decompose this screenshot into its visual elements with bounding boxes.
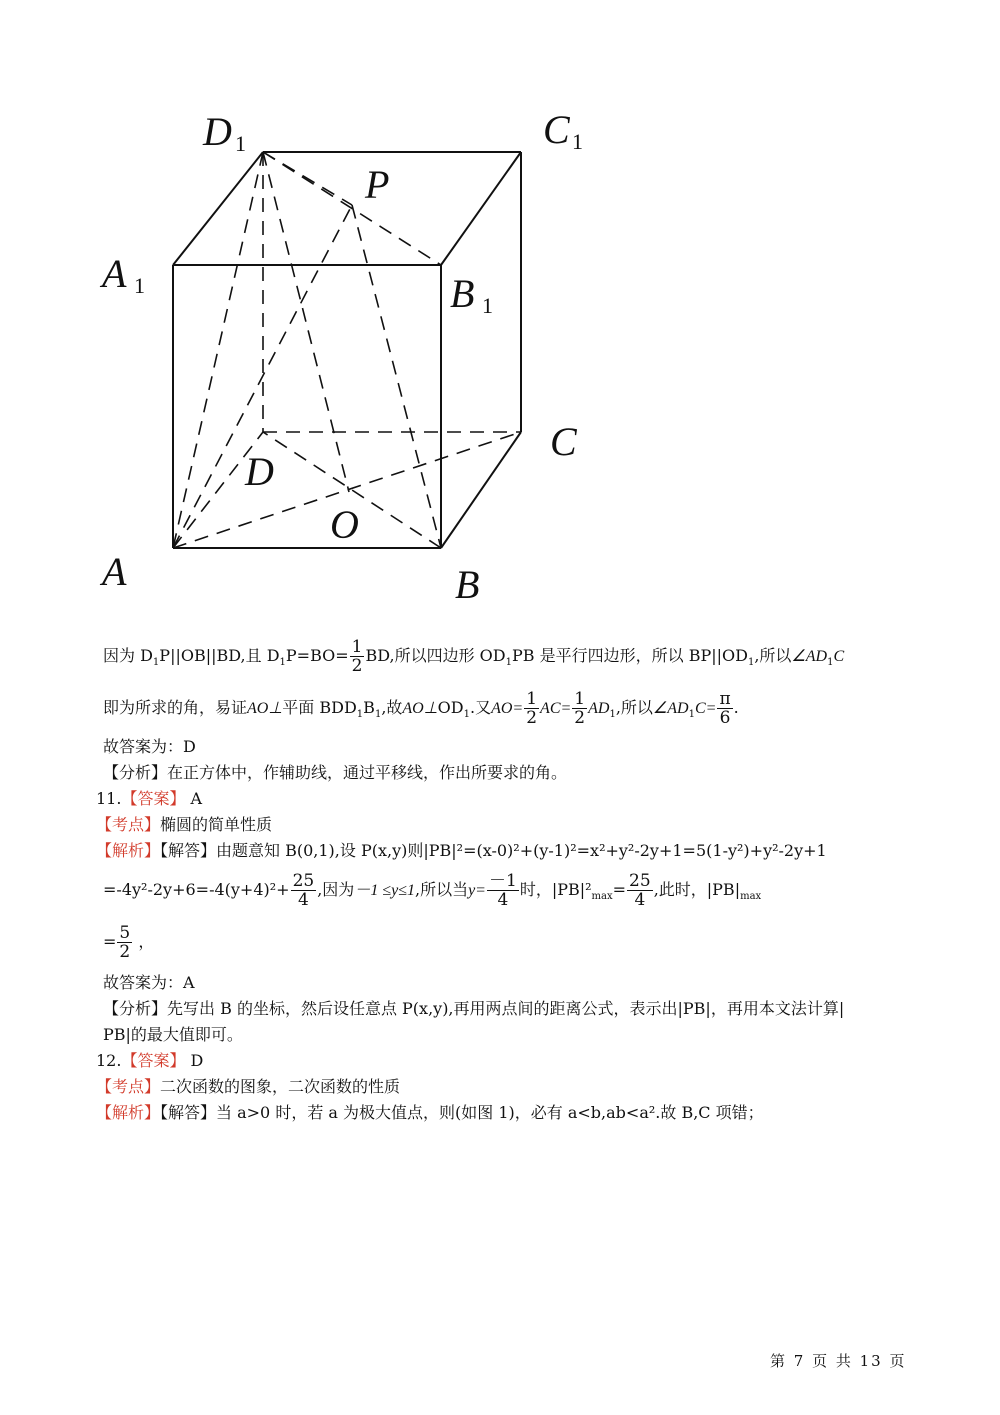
q10-answer: 故答案为：D [103, 737, 196, 756]
label-A1-sub: 1 [134, 273, 145, 298]
edge-B1C1 [441, 152, 521, 265]
q11-final-answer: 故答案为：A [103, 973, 195, 992]
label-O: O [330, 502, 359, 547]
cube-figure [90, 95, 630, 615]
label-C1-sub: 1 [572, 129, 583, 154]
q10-line2: 即为所求的角，易证AO⊥平面 $BDD_1B_1$,故$AO\perp OD_1$.又AO= $\frac{1}{2}$ AC= $\frac{1}{2}$ $AD_1$,所以$\angle AD_1C=$ $\frac{\pi}{6}$ . [103, 689, 739, 728]
q11-jiexi-line1: 【解析】【解答】由题意知 B(0,1),设 P(x,y)则|PB|²=(x-0)²+(y-1)²=x²+y²-2y+1=5(1-y²)+y²-2y+1 [96, 841, 827, 860]
q11-jiexi-line2: =-4y²-2y+6=-4(y+4)²+ $\frac{25}{4}$ ,因为－1 ≤y≤1,所以当y= $\frac{-1}{4}$ 时，$|PB|^2_{max}=$ $\frac{25}{4}$ ,此时，$|PB|_{max}$ [103, 871, 762, 910]
label-A: A [102, 549, 127, 594]
label-A1: A [102, 251, 127, 296]
cube-diagram [90, 95, 630, 615]
label-B: B [455, 562, 480, 607]
q11-kaodian: 【考点】椭圆的简单性质 [96, 815, 273, 834]
q11-jiexi-line3: = $\frac{5}{2}$ ， [103, 923, 155, 962]
q10-line1: 因为 $D_1P||OB||BD$,且 $D_1P=BO=$ $\frac{1}{2}$ BD,所以四边形 $OD_1PB$ 是平行四边形，所以 $BP||OD_1$,所以$\angle AD_1C$ [103, 637, 845, 676]
q11-analysis-line2: PB|的最大值即可。 [103, 1025, 243, 1044]
q11-answer-line: 11.【答案】 A [96, 789, 203, 808]
label-D: D [245, 449, 274, 494]
q12-answer-line: 12.【答案】 D [96, 1051, 204, 1070]
label-P: P [365, 162, 390, 207]
label-C1: C [543, 107, 570, 152]
q12-kaodian: 【考点】二次函数的图象，二次函数的性质 [96, 1077, 401, 1096]
label-B1-sub: 1 [482, 293, 493, 318]
q12-jiexi-line1: 【解析】【解答】当 a>0 时，若 a 为极大值点，则(如图 1)，必有 a<b,ab<a².故 B,C 项错； [96, 1103, 764, 1122]
seg-D1P [263, 152, 352, 205]
page-footer: 第 7 页 共 13 页 [770, 1352, 907, 1370]
q11-analysis-line1: 【分析】先写出 B 的坐标，然后设任意点 P(x,y),再用两点间的距离公式，表示出|PB|，再用本文法计算| [103, 999, 845, 1018]
label-C: C [550, 419, 577, 464]
seg-D1B1 [263, 152, 441, 265]
edge-BC [441, 432, 521, 548]
q10-analysis: 【分析】在正方体中，作辅助线，通过平移线，作出所要求的角。 [103, 763, 568, 782]
label-D1-sub: 1 [235, 131, 246, 156]
label-B1: B [450, 271, 475, 316]
label-D1: D [203, 109, 232, 154]
